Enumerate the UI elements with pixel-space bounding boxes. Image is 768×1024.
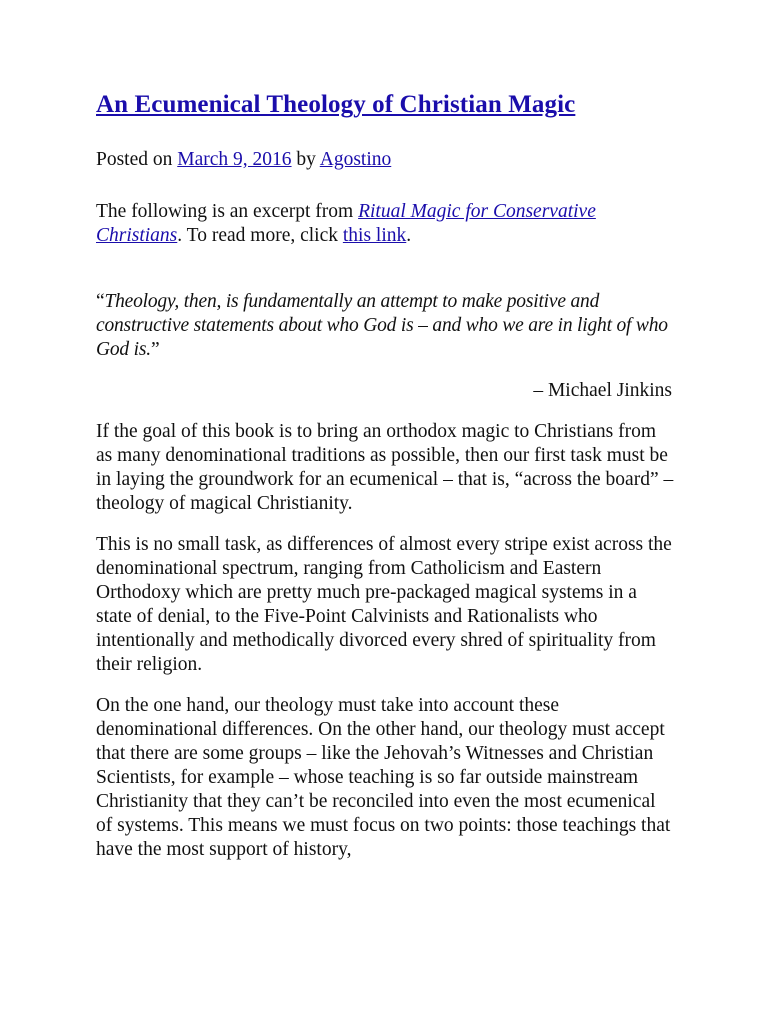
quote-text: Theology, then, is fundamentally an attempt to make positive and constructive statements about who God is – and who we are in light of who God is. (96, 291, 668, 360)
excerpt-lead: The following is an excerpt from (96, 201, 359, 222)
post-title (96, 90, 676, 120)
epigraph-quote (96, 290, 676, 362)
post-title-link[interactable]: An Ecumenical Theology of Christian Magic (96, 91, 576, 118)
quote-attribution: – Michael Jinkins (533, 380, 672, 401)
by-label: by (291, 149, 320, 170)
body-paragraph: This is no small task, as differences of almost every stripe exist across the denominational spectrum, ranging from Catholicism and Eastern Orthodoxy which are pretty much pre-packaged magical systems in a state of denial, to the Five-Point Calvinists and Rationalists who intentionally and methodically divorced every shred of spirituality from their religion. (96, 534, 672, 675)
excerpt-mid: . To read more, click (177, 225, 343, 246)
body-paragraph: On the one hand, our theology must take into account these denominational differences. On the other hand, our theology must accept that there are some groups – like the Jehovah’s Witnesses and Christian Scientists, for example – whose teaching is so far outside mainstream Christianity that they can’t be reconciled into even the most ecumenical of systems. This means we must focus on two points: those teachings that have the most support of history, (96, 695, 671, 860)
author-link[interactable]: Agostino (319, 149, 392, 170)
book-title: Ritual Magic for Conservative Christians (96, 201, 596, 246)
post-date-link[interactable]: March 9, 2016 (177, 149, 292, 170)
post-meta (96, 148, 676, 172)
excerpt-end: . (406, 225, 412, 246)
article (96, 90, 676, 862)
quote-close-mark: ” (150, 339, 160, 360)
excerpt-note (96, 200, 676, 248)
quote-open-mark: “ (96, 291, 105, 312)
read-more-link[interactable]: this link (342, 225, 407, 246)
posted-on-label: Posted on (96, 149, 178, 170)
body-paragraph: If the goal of this book is to bring an orthodox magic to Christians from as many denominational traditions as possible, then our first task must be in laying the groundwork for an ecumenical – that is, “across the board” – theology of magical Christianity. (96, 421, 674, 514)
